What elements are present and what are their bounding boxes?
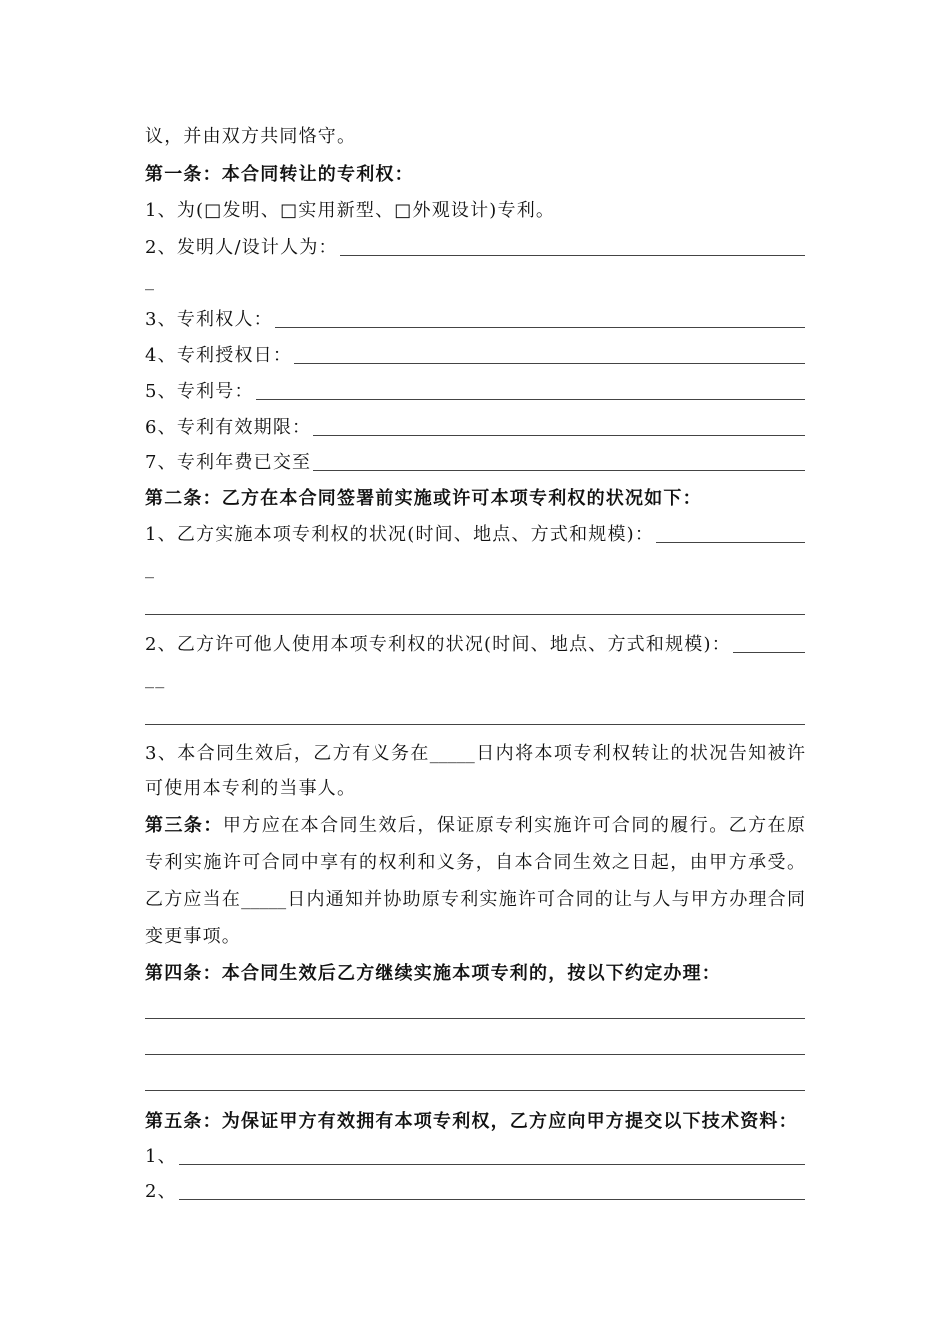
article2-item3-line2: 可使用本专利的当事人。 [145, 778, 357, 799]
article2-item1-row [145, 523, 805, 547]
article1-item1-patent-type: 1、为(□发明、□实用新型、□外观设计)专利。 [145, 200, 556, 221]
inventor-blank [340, 236, 805, 256]
article5-heading: 第五条：为保证甲方有效拥有本项专利权，乙方应向甲方提交以下技术资料： [145, 1111, 798, 1132]
article1-item2-row [145, 236, 805, 260]
article3-line4: 变更事项。 [145, 926, 241, 947]
patentee-label: 3、专利权人： [145, 309, 273, 330]
article3-line1 [145, 814, 805, 838]
article5-item2-row [145, 1180, 805, 1204]
article2-item3-line1: 3、本合同生效后，乙方有义务在_____日内将本项专利权转让的状况告知被许 [145, 743, 805, 764]
article1-item3-row [145, 308, 805, 332]
article1-heading: 第一条：本合同转让的专利权： [145, 164, 414, 185]
article3-line3: 乙方应当在_____日内通知并协助原专利实施许可合同的让与人与甲方办理合同 [145, 889, 805, 910]
article3-line1-text: 甲方应在本合同生效后，保证原专利实施许可合同的履行。乙方在原 [222, 815, 805, 836]
article3-heading: 第三条： [145, 815, 223, 836]
blank-line [145, 1035, 805, 1055]
annual-fee-label: 7、专利年费已交至 [145, 452, 312, 473]
tech-doc-1-blank [179, 1145, 805, 1165]
patent-number-label: 5、专利号： [145, 381, 254, 402]
intro-tail-text: 议，并由双方共同恪守。 [145, 126, 357, 147]
patent-number-blank [256, 380, 805, 400]
validity-term-blank [313, 416, 805, 436]
grant-date-blank [294, 344, 805, 364]
blank-line [145, 595, 805, 615]
validity-term-label: 6、专利有效期限： [145, 417, 312, 438]
article1-item6-row [145, 416, 805, 440]
inventor-blank-continuation: _ [145, 270, 156, 291]
implementation-status-blank [656, 523, 805, 543]
blank-line [145, 999, 805, 1019]
patentee-blank [275, 308, 805, 328]
license-status-blank [733, 633, 805, 653]
article2-item2-row [145, 633, 805, 657]
article1-item7-row [145, 451, 805, 475]
inventor-label: 2、发明人/设计人为： [145, 237, 338, 258]
article5-item1-row [145, 1145, 805, 1169]
article1-item4-row [145, 344, 805, 368]
article2-heading: 第二条：乙方在本合同签署前实施或许可本项专利权的状况如下： [145, 488, 702, 509]
grant-date-label: 4、专利授权日： [145, 345, 293, 366]
tech-doc-1-label: 1、 [145, 1146, 177, 1167]
blank-line [145, 1071, 805, 1091]
license-status-continuation: __ [145, 668, 166, 689]
annual-fee-blank [313, 451, 805, 471]
article3-line2: 专利实施许可合同中享有的权利和义务，自本合同生效之日起，由甲方承受。 [145, 852, 805, 873]
article4-heading: 第四条：本合同生效后乙方继续实施本项专利的，按以下约定办理： [145, 963, 721, 984]
tech-doc-2-blank [179, 1180, 805, 1200]
implementation-status-continuation: _ [145, 558, 156, 579]
blank-line [145, 705, 805, 725]
article1-item5-row [145, 380, 805, 404]
tech-doc-2-label: 2、 [145, 1181, 177, 1202]
implementation-status-label: 1、乙方实施本项专利权的状况(时间、地点、方式和规模)： [145, 524, 655, 545]
license-status-label: 2、乙方许可他人使用本项专利权的状况(时间、地点、方式和规模)： [145, 634, 731, 655]
